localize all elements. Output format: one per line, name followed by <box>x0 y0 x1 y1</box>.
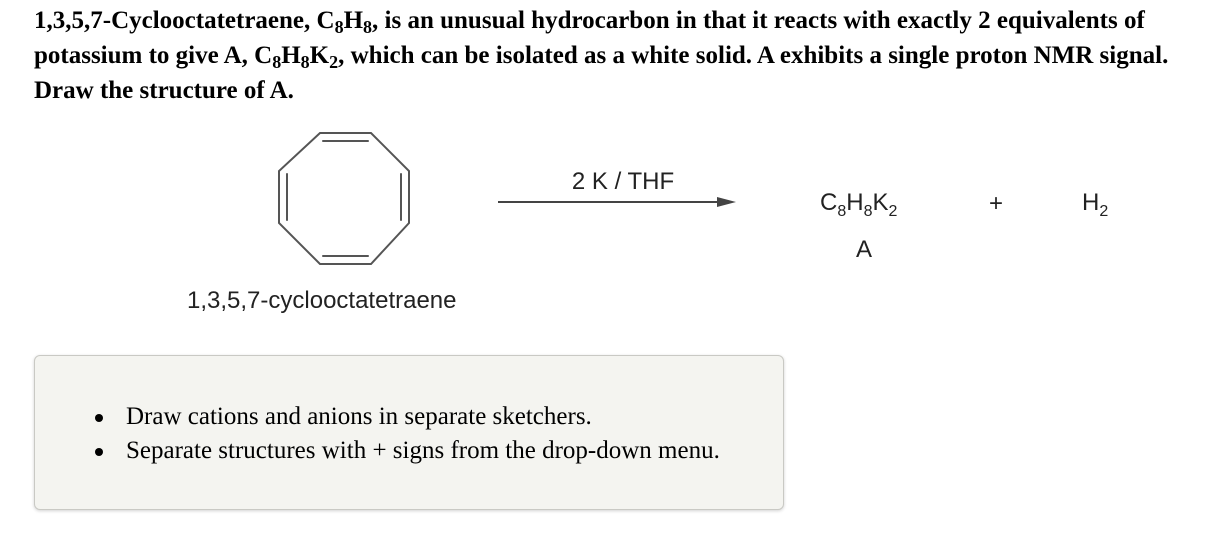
cyclooctatetraene-structure <box>279 133 409 264</box>
instruction-item: Separate structures with + signs from the drop-down menu. <box>126 434 720 468</box>
arrow-head <box>717 197 736 207</box>
plus-sign: + <box>988 190 1004 217</box>
reactant-name: 1,3,5,7-cyclooctatetraene <box>187 287 457 314</box>
product-formula: $C_8H_8K_2$ <box>820 189 898 220</box>
cyclooctatetraene-ring <box>279 133 409 264</box>
instruction-item: Draw cations and anions in separate sketchers. <box>126 400 720 434</box>
instructions-box <box>34 355 784 510</box>
product-label: A <box>855 236 873 263</box>
instructions-list <box>35 400 720 468</box>
reaction-arrow <box>498 197 736 207</box>
question-text: 1,3,5,7-Cyclooctatetraene, $C_8H_8$, is an unusual hydrocarbon in that it reacts with exactly 2 equivalents of potassium to give A, $C_8H_8K_2$, which can be isolated as a white solid. A exhibits a single proton NMR signal. Draw the structure of A. <box>34 7 1169 104</box>
hydrogen-formula: $H_2$ <box>1082 189 1109 220</box>
reagent-label: 2 K / THF <box>571 168 675 195</box>
